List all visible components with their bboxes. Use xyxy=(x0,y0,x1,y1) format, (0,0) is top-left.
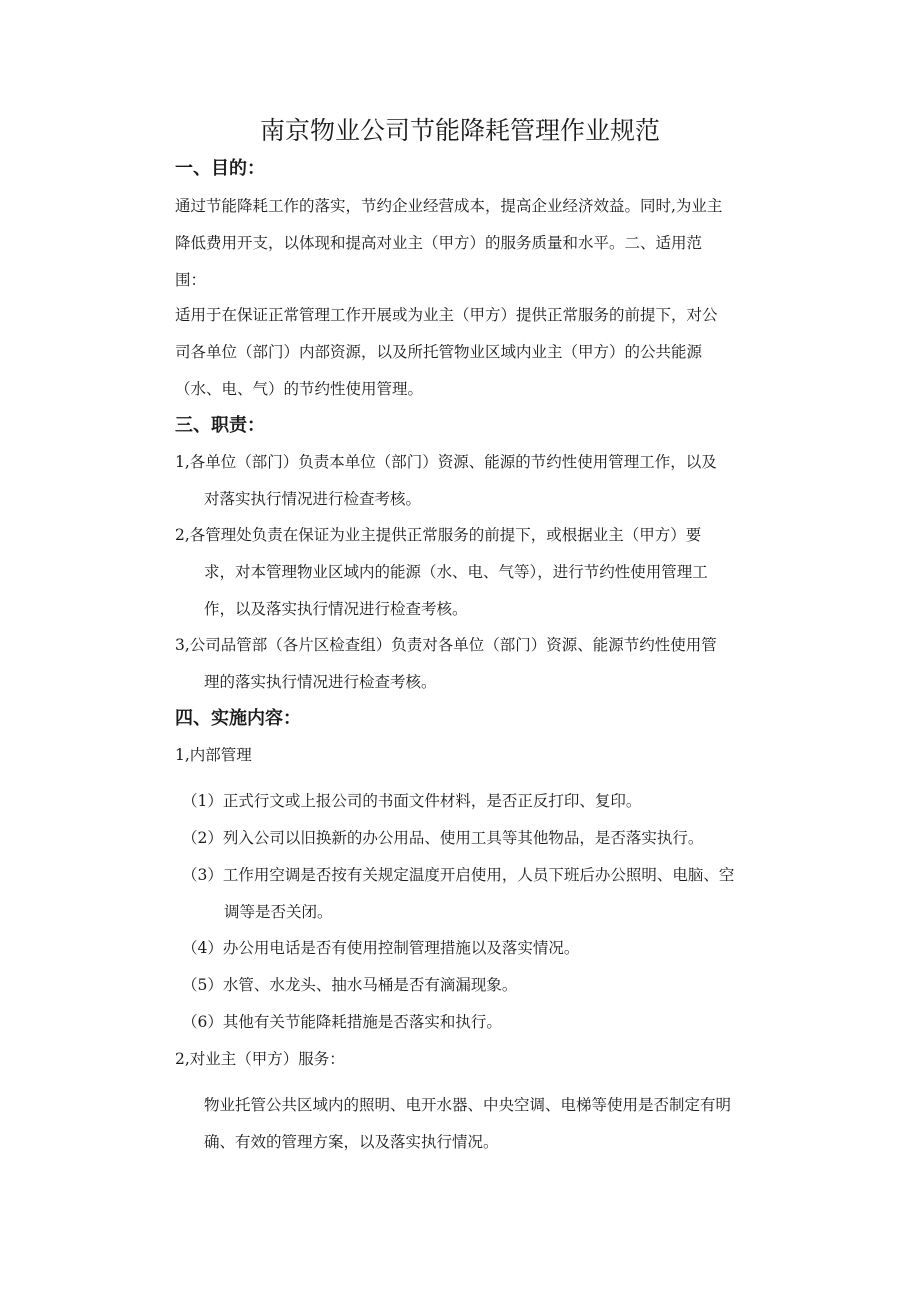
paragraph-line: 降低费用开支，以体现和提高对业主（甲方）的服务质量和水平。二、适用范 xyxy=(175,234,703,252)
owner-service-paragraph xyxy=(204,1087,731,1161)
paragraph-line: （水、电、气）的节约性使用管理。 xyxy=(175,380,424,398)
subsection-label-internal xyxy=(175,737,252,774)
internal-item xyxy=(182,1004,502,1041)
internal-item xyxy=(182,930,579,967)
item-line: （4）办公用电话是否有使用控制管理措施以及落实情况。 xyxy=(182,939,580,957)
item-line: （1）正式行文或上报公司的书面文件材料，是否正反打印、复印。 xyxy=(182,792,642,810)
section-heading-purpose: 一、目的： xyxy=(175,158,265,179)
internal-item xyxy=(182,857,734,931)
item-line: 3,公司品管部（各片区检查组）负责对各单位（部门）资源、能源节约性使用管 xyxy=(175,636,717,654)
item-line: 作，以及落实执行情况进行检查考核。 xyxy=(204,600,468,618)
subsection-label: 2,对业主（甲方）服务： xyxy=(175,1050,345,1068)
item-line: 求，对本管理物业区域内的能源（水、电、气等），进行节约性使用管理工 xyxy=(204,563,708,581)
item-line: （6）其他有关节能降耗措施是否落实和执行。 xyxy=(182,1013,502,1031)
paragraph-line: 物业托管公共区域内的照明、电开水器、中央空调、电梯等使用是否制定有明 xyxy=(204,1096,732,1114)
paragraph-line: 通过节能降耗工作的落实，节约企业经营成本，提高企业经济效益。同时,为业主 xyxy=(175,197,723,215)
section-heading-implementation: 四、实施内容： xyxy=(175,708,301,729)
subsection-label: 1,内部管理 xyxy=(175,746,252,764)
paragraph-line: 司各单位（部门）内部资源，以及所托管物业区域内业主（甲方）的公共能源 xyxy=(175,343,703,361)
document-title: 南京物业公司节能降耗管理作业规范 xyxy=(259,116,660,145)
item-line: （3）工作用空调是否按有关规定温度开启使用，人员下班后办公照明、电脑、空 xyxy=(182,866,735,884)
purpose-paragraph xyxy=(175,188,722,299)
subsection-label-owner-service xyxy=(175,1041,345,1078)
internal-item xyxy=(182,783,641,820)
responsibility-item xyxy=(175,444,717,518)
item-line: （2）列入公司以旧换新的办公用品、使用工具等其他物品，是否落实执行。 xyxy=(182,829,704,847)
responsibility-item xyxy=(175,627,717,701)
scope-paragraph xyxy=(175,297,718,408)
item-line: 对落实执行情况进行检查考核。 xyxy=(204,490,422,508)
item-line: 1,各单位（部门）负责本单位（部门）资源、能源的节约性使用管理工作，以及 xyxy=(175,453,717,471)
internal-item xyxy=(182,967,517,1004)
paragraph-line: 确、有效的管理方案，以及落实执行情况。 xyxy=(204,1133,499,1151)
responsibility-item xyxy=(175,517,708,628)
internal-item xyxy=(182,820,703,857)
item-line: （5）水管、水龙头、抽水马桶是否有滴漏现象。 xyxy=(182,976,518,994)
item-line: 调等是否关闭。 xyxy=(224,903,333,921)
section-heading-responsibilities: 三、职责： xyxy=(175,415,265,436)
item-line: 2,各管理处负责在保证为业主提供正常服务的前提下，或根据业主（甲方）要 xyxy=(175,526,702,544)
paragraph-line: 适用于在保证正常管理工作开展或为业主（甲方）提供正常服务的前提下，对公 xyxy=(175,306,718,324)
item-line: 理的落实执行情况进行检查考核。 xyxy=(204,673,437,691)
paragraph-line: 围： xyxy=(175,271,207,289)
